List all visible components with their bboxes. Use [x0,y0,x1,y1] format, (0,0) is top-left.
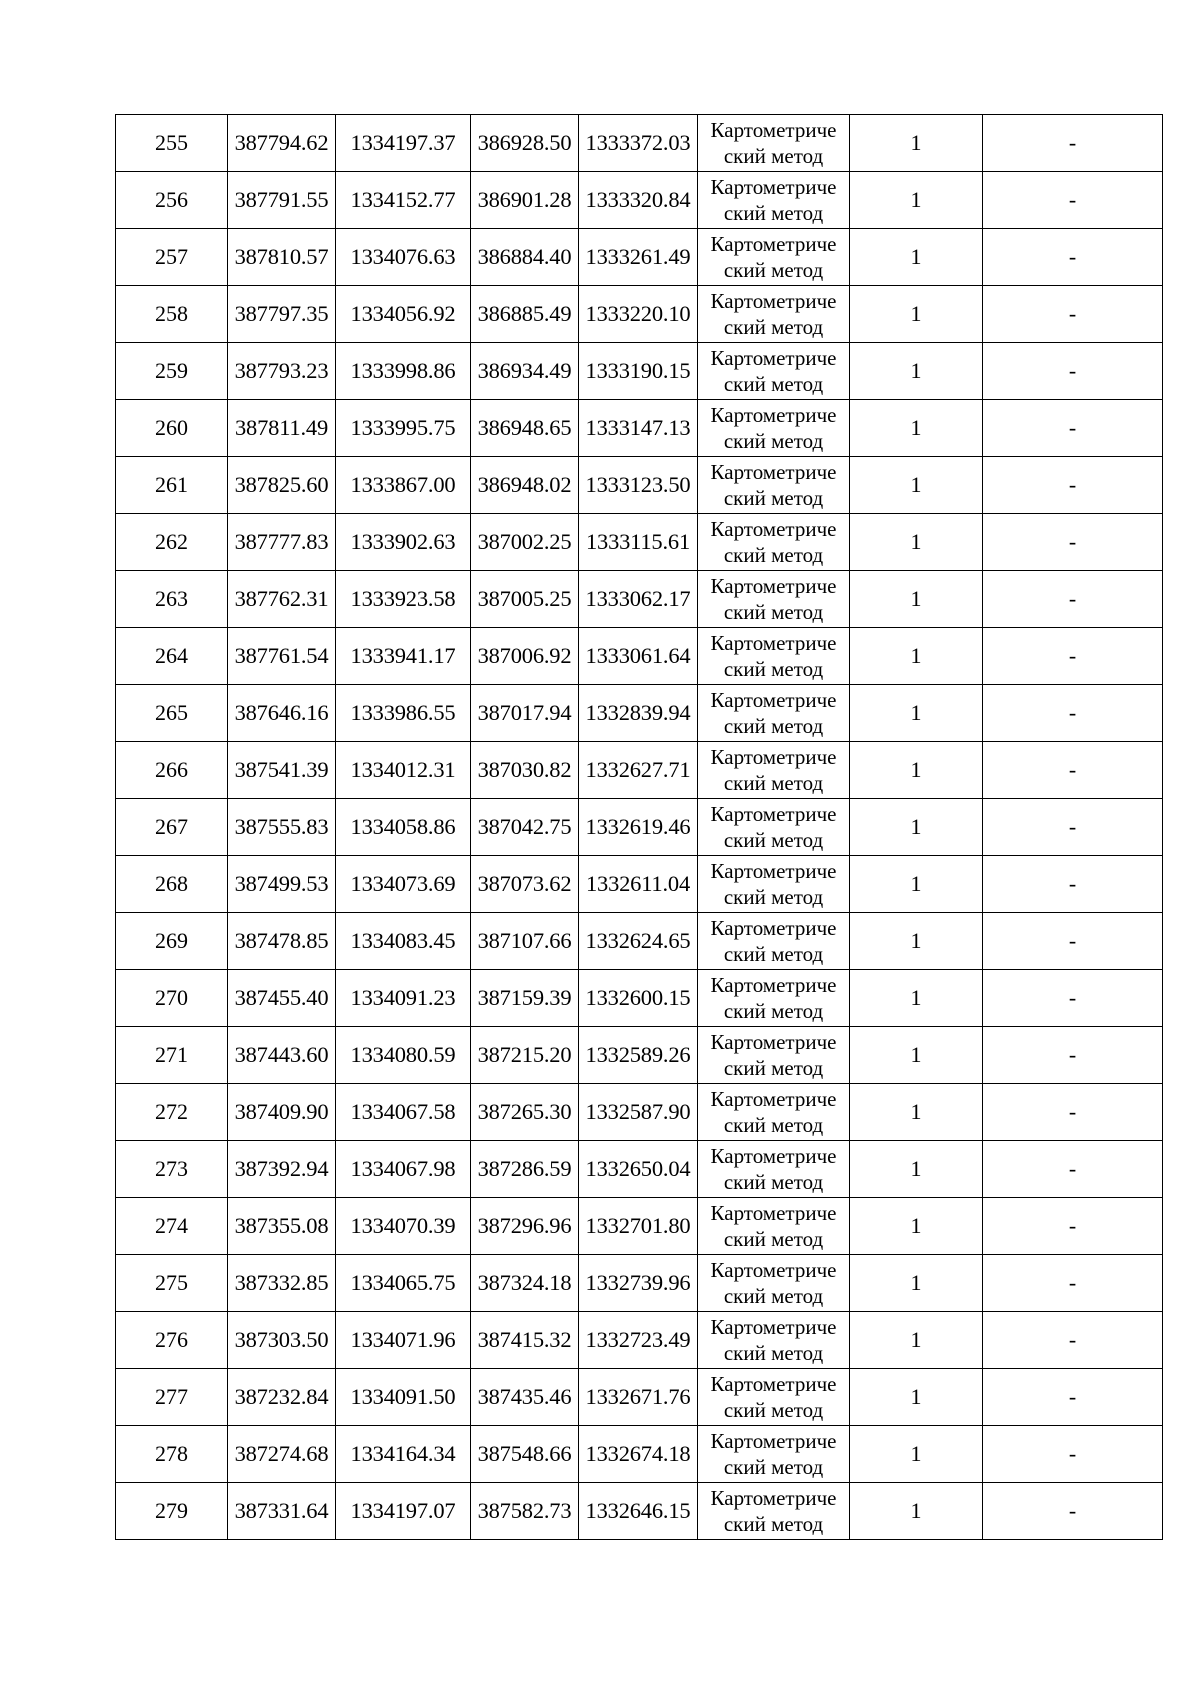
cell-y-coordinate: 1334164.34 [336,1426,471,1483]
cell-x-coordinate: 387793.23 [228,343,336,400]
method-text-line-1: Картометриче [710,118,837,142]
coordinates-table [115,114,1163,1540]
cell-x-coordinate-2: 387215.20 [471,1027,579,1084]
table-row [116,172,1163,229]
cell-note: - [983,400,1163,457]
cell-y-coordinate: 1334152.77 [336,172,471,229]
method-text-line-1: Картометриче [710,1429,837,1453]
cell-accuracy: 1 [850,799,983,856]
cell-x-coordinate-2: 387286.59 [471,1141,579,1198]
cell-point-number: 279 [116,1483,228,1540]
cell-point-number: 265 [116,685,228,742]
table-row [116,286,1163,343]
method-text-line-1: Картометриче [710,1372,837,1396]
table-row [116,856,1163,913]
cell-accuracy: 1 [850,1084,983,1141]
cell-x-coordinate-2: 387017.94 [471,685,579,742]
method-text-line-2: ский метод [723,201,824,225]
table-row [116,742,1163,799]
cell-y-coordinate-2: 1333220.10 [579,286,698,343]
cell-x-coordinate-2: 387006.92 [471,628,579,685]
cell-method [698,913,850,970]
cell-note: - [983,1084,1163,1141]
cell-x-coordinate-2: 387296.96 [471,1198,579,1255]
cell-method [698,343,850,400]
cell-y-coordinate-2: 1333320.84 [579,172,698,229]
cell-accuracy: 1 [850,286,983,343]
cell-accuracy: 1 [850,856,983,913]
cell-note: - [983,1141,1163,1198]
cell-point-number: 278 [116,1426,228,1483]
table-row [116,1198,1163,1255]
cell-point-number: 275 [116,1255,228,1312]
cell-x-coordinate: 387794.62 [228,115,336,172]
cell-y-coordinate: 1334091.50 [336,1369,471,1426]
method-text-line-2: ский метод [723,1512,824,1536]
cell-y-coordinate-2: 1333061.64 [579,628,698,685]
cell-accuracy: 1 [850,400,983,457]
cell-y-coordinate: 1333995.75 [336,400,471,457]
table-row [116,970,1163,1027]
cell-x-coordinate: 387797.35 [228,286,336,343]
cell-note: - [983,115,1163,172]
cell-method [698,856,850,913]
cell-y-coordinate-2: 1333190.15 [579,343,698,400]
cell-y-coordinate: 1334071.96 [336,1312,471,1369]
cell-y-coordinate: 1333986.55 [336,685,471,742]
cell-x-coordinate-2: 386901.28 [471,172,579,229]
method-text-line-1: Картометриче [710,1201,837,1225]
method-text-line-1: Картометриче [710,1144,837,1168]
cell-point-number: 277 [116,1369,228,1426]
method-text-line-2: ский метод [723,144,824,168]
cell-method [698,742,850,799]
method-text-line-1: Картометриче [710,517,837,541]
cell-x-coordinate-2: 387265.30 [471,1084,579,1141]
method-text-line-1: Картометриче [710,802,837,826]
cell-note: - [983,1255,1163,1312]
cell-x-coordinate-2: 386884.40 [471,229,579,286]
cell-note: - [983,457,1163,514]
cell-note: - [983,1483,1163,1540]
cell-x-coordinate: 387811.49 [228,400,336,457]
table-row [116,343,1163,400]
cell-y-coordinate: 1334197.37 [336,115,471,172]
cell-accuracy: 1 [850,1255,983,1312]
cell-x-coordinate-2: 386885.49 [471,286,579,343]
cell-y-coordinate-2: 1332674.18 [579,1426,698,1483]
cell-point-number: 264 [116,628,228,685]
cell-x-coordinate-2: 387002.25 [471,514,579,571]
method-text-line-2: ский метод [723,1398,824,1422]
cell-y-coordinate: 1333941.17 [336,628,471,685]
cell-method [698,799,850,856]
table-row [116,400,1163,457]
method-text-line-1: Картометриче [710,175,837,199]
cell-y-coordinate-2: 1333115.61 [579,514,698,571]
method-text-line-1: Картометриче [710,916,837,940]
cell-method [698,1426,850,1483]
cell-y-coordinate: 1333998.86 [336,343,471,400]
cell-point-number: 271 [116,1027,228,1084]
cell-method [698,571,850,628]
table-row [116,1312,1163,1369]
cell-method [698,1141,850,1198]
method-text-line-2: ский метод [723,258,824,282]
cell-y-coordinate-2: 1332587.90 [579,1084,698,1141]
method-text-line-1: Картометриче [710,232,837,256]
cell-y-coordinate-2: 1332839.94 [579,685,698,742]
table-row [116,685,1163,742]
cell-y-coordinate-2: 1333062.17 [579,571,698,628]
cell-note: - [983,1027,1163,1084]
cell-y-coordinate-2: 1332589.26 [579,1027,698,1084]
cell-accuracy: 1 [850,1141,983,1198]
cell-y-coordinate: 1333923.58 [336,571,471,628]
table-row [116,457,1163,514]
cell-x-coordinate-2: 387030.82 [471,742,579,799]
cell-accuracy: 1 [850,172,983,229]
table-row [116,1255,1163,1312]
cell-note: - [983,571,1163,628]
cell-point-number: 257 [116,229,228,286]
cell-method [698,1369,850,1426]
cell-note: - [983,172,1163,229]
cell-y-coordinate: 1334065.75 [336,1255,471,1312]
cell-accuracy: 1 [850,1027,983,1084]
cell-accuracy: 1 [850,229,983,286]
cell-x-coordinate-2: 387042.75 [471,799,579,856]
cell-x-coordinate: 387392.94 [228,1141,336,1198]
cell-method [698,685,850,742]
cell-y-coordinate-2: 1332627.71 [579,742,698,799]
cell-x-coordinate-2: 386934.49 [471,343,579,400]
cell-x-coordinate-2: 387415.32 [471,1312,579,1369]
cell-y-coordinate: 1333902.63 [336,514,471,571]
table-row [116,628,1163,685]
cell-x-coordinate-2: 387073.62 [471,856,579,913]
coordinates-table-body [116,115,1163,1540]
cell-note: - [983,742,1163,799]
cell-x-coordinate: 387499.53 [228,856,336,913]
table-row [116,514,1163,571]
table-row [116,1027,1163,1084]
cell-note: - [983,514,1163,571]
cell-method [698,457,850,514]
cell-method [698,229,850,286]
cell-note: - [983,628,1163,685]
cell-x-coordinate-2: 387548.66 [471,1426,579,1483]
method-text-line-2: ский метод [723,315,824,339]
cell-point-number: 276 [116,1312,228,1369]
cell-y-coordinate-2: 1333123.50 [579,457,698,514]
cell-y-coordinate-2: 1332646.15 [579,1483,698,1540]
method-text-line-1: Картометриче [710,1315,837,1339]
table-row [116,913,1163,970]
table-row [116,1141,1163,1198]
cell-point-number: 267 [116,799,228,856]
cell-y-coordinate-2: 1333147.13 [579,400,698,457]
table-row [116,1369,1163,1426]
cell-y-coordinate: 1334012.31 [336,742,471,799]
cell-x-coordinate: 387355.08 [228,1198,336,1255]
cell-method [698,628,850,685]
cell-x-coordinate: 387409.90 [228,1084,336,1141]
method-text-line-1: Картометриче [710,688,837,712]
cell-accuracy: 1 [850,1426,983,1483]
cell-accuracy: 1 [850,970,983,1027]
cell-note: - [983,1369,1163,1426]
cell-x-coordinate: 387331.64 [228,1483,336,1540]
method-text-line-1: Картометриче [710,1087,837,1111]
method-text-line-2: ский метод [723,771,824,795]
method-text-line-2: ский метод [723,714,824,738]
method-text-line-2: ский метод [723,543,824,567]
cell-note: - [983,856,1163,913]
cell-x-coordinate-2: 387107.66 [471,913,579,970]
cell-point-number: 260 [116,400,228,457]
cell-x-coordinate: 387332.85 [228,1255,336,1312]
cell-x-coordinate: 387762.31 [228,571,336,628]
method-text-line-2: ский метод [723,1455,824,1479]
cell-x-coordinate-2: 387159.39 [471,970,579,1027]
cell-method [698,172,850,229]
cell-point-number: 259 [116,343,228,400]
cell-x-coordinate: 387274.68 [228,1426,336,1483]
cell-y-coordinate: 1334067.98 [336,1141,471,1198]
method-text-line-1: Картометриче [710,403,837,427]
cell-x-coordinate: 387810.57 [228,229,336,286]
cell-x-coordinate: 387825.60 [228,457,336,514]
cell-method [698,1084,850,1141]
cell-accuracy: 1 [850,742,983,799]
method-text-line-2: ский метод [723,1113,824,1137]
cell-y-coordinate: 1334067.58 [336,1084,471,1141]
cell-x-coordinate-2: 387582.73 [471,1483,579,1540]
cell-y-coordinate-2: 1332739.96 [579,1255,698,1312]
method-text-line-2: ский метод [723,1227,824,1251]
cell-note: - [983,229,1163,286]
cell-x-coordinate: 387232.84 [228,1369,336,1426]
cell-x-coordinate: 387646.16 [228,685,336,742]
method-text-line-2: ский метод [723,600,824,624]
method-text-line-1: Картометриче [710,1486,837,1510]
cell-x-coordinate: 387791.55 [228,172,336,229]
method-text-line-2: ский метод [723,999,824,1023]
cell-y-coordinate-2: 1332600.15 [579,970,698,1027]
method-text-line-1: Картометриче [710,859,837,883]
method-text-line-2: ский метод [723,372,824,396]
cell-accuracy: 1 [850,1369,983,1426]
cell-x-coordinate-2: 387324.18 [471,1255,579,1312]
method-text-line-2: ский метод [723,942,824,966]
cell-method [698,400,850,457]
cell-y-coordinate-2: 1333372.03 [579,115,698,172]
cell-accuracy: 1 [850,1198,983,1255]
method-text-line-2: ский метод [723,1284,824,1308]
cell-x-coordinate-2: 386948.02 [471,457,579,514]
cell-accuracy: 1 [850,514,983,571]
cell-y-coordinate: 1334091.23 [336,970,471,1027]
cell-y-coordinate: 1334058.86 [336,799,471,856]
method-text-line-1: Картометриче [710,289,837,313]
cell-y-coordinate: 1333867.00 [336,457,471,514]
cell-note: - [983,913,1163,970]
method-text-line-2: ский метод [723,1056,824,1080]
cell-y-coordinate-2: 1332624.65 [579,913,698,970]
method-text-line-1: Картометриче [710,574,837,598]
cell-y-coordinate-2: 1332701.80 [579,1198,698,1255]
cell-y-coordinate-2: 1333261.49 [579,229,698,286]
cell-method [698,1312,850,1369]
cell-accuracy: 1 [850,1483,983,1540]
table-row [116,1426,1163,1483]
cell-y-coordinate-2: 1332723.49 [579,1312,698,1369]
cell-method [698,1198,850,1255]
cell-point-number: 272 [116,1084,228,1141]
cell-method [698,970,850,1027]
cell-x-coordinate: 387761.54 [228,628,336,685]
cell-x-coordinate: 387455.40 [228,970,336,1027]
cell-x-coordinate-2: 387005.25 [471,571,579,628]
cell-accuracy: 1 [850,457,983,514]
cell-point-number: 268 [116,856,228,913]
cell-point-number: 263 [116,571,228,628]
cell-y-coordinate: 1334076.63 [336,229,471,286]
cell-x-coordinate-2: 387435.46 [471,1369,579,1426]
cell-method [698,514,850,571]
cell-x-coordinate: 387303.50 [228,1312,336,1369]
method-text-line-1: Картометриче [710,460,837,484]
cell-y-coordinate: 1334073.69 [336,856,471,913]
cell-point-number: 273 [116,1141,228,1198]
cell-accuracy: 1 [850,115,983,172]
cell-point-number: 266 [116,742,228,799]
cell-note: - [983,343,1163,400]
cell-accuracy: 1 [850,913,983,970]
method-text-line-2: ский метод [723,885,824,909]
table-row [116,571,1163,628]
method-text-line-1: Картометриче [710,1030,837,1054]
cell-note: - [983,685,1163,742]
method-text-line-2: ский метод [723,657,824,681]
table-row [116,799,1163,856]
cell-note: - [983,286,1163,343]
method-text-line-1: Картометриче [710,973,837,997]
cell-method [698,115,850,172]
cell-method [698,1483,850,1540]
cell-method [698,1027,850,1084]
cell-point-number: 269 [116,913,228,970]
method-text-line-1: Картометриче [710,1258,837,1282]
cell-method [698,286,850,343]
cell-x-coordinate-2: 386948.65 [471,400,579,457]
cell-y-coordinate-2: 1332650.04 [579,1141,698,1198]
method-text-line-1: Картометриче [710,631,837,655]
cell-point-number: 258 [116,286,228,343]
cell-accuracy: 1 [850,343,983,400]
cell-point-number: 262 [116,514,228,571]
cell-note: - [983,1426,1163,1483]
method-text-line-2: ский метод [723,429,824,453]
cell-y-coordinate: 1334070.39 [336,1198,471,1255]
cell-method [698,1255,850,1312]
cell-accuracy: 1 [850,1312,983,1369]
cell-point-number: 256 [116,172,228,229]
cell-accuracy: 1 [850,571,983,628]
cell-point-number: 255 [116,115,228,172]
method-text-line-2: ский метод [723,1170,824,1194]
cell-x-coordinate-2: 386928.50 [471,115,579,172]
cell-x-coordinate: 387541.39 [228,742,336,799]
cell-x-coordinate: 387478.85 [228,913,336,970]
cell-note: - [983,970,1163,1027]
cell-y-coordinate-2: 1332611.04 [579,856,698,913]
method-text-line-1: Картометриче [710,346,837,370]
cell-x-coordinate: 387555.83 [228,799,336,856]
cell-point-number: 274 [116,1198,228,1255]
method-text-line-2: ский метод [723,486,824,510]
cell-y-coordinate-2: 1332671.76 [579,1369,698,1426]
cell-point-number: 270 [116,970,228,1027]
cell-x-coordinate: 387443.60 [228,1027,336,1084]
cell-note: - [983,1312,1163,1369]
method-text-line-2: ский метод [723,1341,824,1365]
method-text-line-2: ский метод [723,828,824,852]
table-row [116,115,1163,172]
cell-accuracy: 1 [850,628,983,685]
cell-y-coordinate: 1334056.92 [336,286,471,343]
cell-note: - [983,1198,1163,1255]
cell-note: - [983,799,1163,856]
cell-point-number: 261 [116,457,228,514]
cell-accuracy: 1 [850,685,983,742]
cell-x-coordinate: 387777.83 [228,514,336,571]
table-row [116,229,1163,286]
cell-y-coordinate-2: 1332619.46 [579,799,698,856]
table-row [116,1084,1163,1141]
cell-y-coordinate: 1334083.45 [336,913,471,970]
method-text-line-1: Картометриче [710,745,837,769]
table-row [116,1483,1163,1540]
cell-y-coordinate: 1334080.59 [336,1027,471,1084]
cell-y-coordinate: 1334197.07 [336,1483,471,1540]
